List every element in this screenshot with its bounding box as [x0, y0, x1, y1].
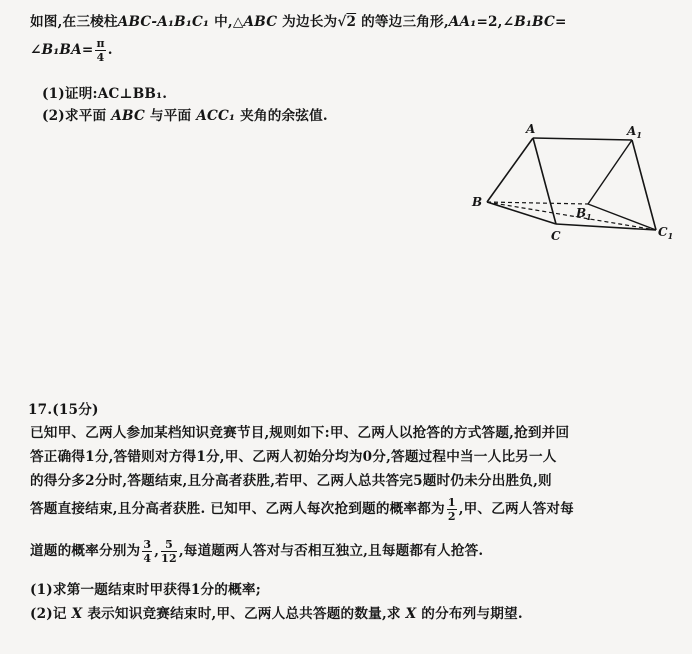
fraction-numerator: 3	[143, 538, 152, 551]
p16-prism: ABC-A₁B₁C₁	[117, 14, 210, 30]
fraction-denominator: 4	[96, 51, 105, 64]
three-quarters-fraction	[142, 539, 152, 564]
p17-q2-text: 的分布列与期望.	[416, 606, 523, 622]
p16-text: 中,△	[209, 14, 244, 30]
p16-text: .	[107, 42, 113, 58]
p16-line2	[30, 38, 113, 63]
p16-plane-abc: ABC	[111, 108, 145, 124]
fraction-denominator: 2	[447, 510, 456, 523]
label-A: A	[526, 122, 536, 136]
edge-BB1-dashed	[487, 202, 588, 204]
fraction-numerator: 5	[161, 539, 177, 552]
p16-angle2: ∠B₁BA	[30, 42, 82, 58]
p16-aa1: AA₁	[448, 14, 477, 30]
p17-paragraph-line3: 的得分多2分时,答题结束,且分高者获胜,若甲、乙两人总共答完5题时仍未分出胜负,则	[30, 473, 552, 489]
variable-X: X	[71, 606, 83, 622]
sqrt-value: 2	[346, 14, 357, 30]
p16-text: =	[555, 14, 567, 30]
edge-A1B1	[588, 140, 632, 204]
p16-plane-acc1: ACC₁	[196, 108, 236, 124]
fraction-denominator: 4	[143, 552, 152, 565]
p16-text: =	[81, 42, 94, 58]
variable-X: X	[405, 606, 417, 622]
fraction-numerator: 1	[447, 496, 456, 509]
fraction-denominator: 12	[161, 552, 177, 565]
edge-BC1-dashed	[487, 202, 656, 230]
edge-AB	[487, 138, 533, 202]
five-twelfths-fraction	[161, 539, 177, 564]
p16-text: 的等边三角形,	[356, 14, 449, 30]
label-B1: $B_1$	[576, 206, 592, 222]
edge-A1C1	[632, 140, 656, 230]
p17-question-2	[30, 602, 523, 622]
edge-AA1	[533, 138, 632, 140]
p17-header: 17.(15分)	[28, 402, 99, 418]
p17-text: ,每道题两人答对与否相互独立,且每题都有人抢答.	[178, 543, 484, 559]
pi-over-4-fraction	[95, 38, 105, 63]
p17-q2-text: 表示知识竞赛结束时,甲、乙两人总共答题的数量,求	[82, 606, 406, 622]
prism-figure	[462, 118, 682, 248]
p16-text: 为边长为	[277, 14, 338, 30]
p16-text: =2,∠	[476, 14, 515, 30]
label-A1: $A_1$	[627, 124, 642, 140]
prism-diagram	[462, 118, 682, 248]
p16-question-1: (1)证明:AC⊥BB₁.	[42, 86, 168, 102]
p17-paragraph-line4	[30, 497, 574, 522]
p16-q2-text: 夹角的余弦值.	[235, 108, 328, 124]
p16-question-2	[42, 104, 328, 124]
p17-text: ,	[154, 543, 160, 559]
one-half-fraction	[447, 497, 457, 522]
p17-paragraph-line5	[30, 539, 483, 564]
p16-text: 如图,在三棱柱	[30, 14, 118, 30]
fraction-numerator: π	[96, 37, 105, 50]
label-C: C	[551, 229, 561, 243]
p16-q2-text: (2)求平面	[42, 108, 112, 124]
p16-tri: ABC	[243, 14, 278, 30]
p16-line1	[30, 10, 567, 30]
p16-q2-text: 与平面	[144, 108, 197, 124]
p17-paragraph-line1: 已知甲、乙两人参加某档知识竞赛节目,规则如下:甲、乙两人以抢答的方式答题,抢到并回	[30, 425, 570, 441]
p17-text: ,甲、乙两人答对每	[458, 501, 574, 517]
label-B: B	[472, 195, 483, 209]
p17-paragraph-line2: 答正确得1分,答错则对方得1分,甲、乙两人初始分均为0分,答题过程中当一人比另一人	[30, 449, 557, 465]
p16-angle1: B₁BC	[514, 14, 556, 30]
edge-BC	[487, 202, 556, 224]
label-C1: $C_1$	[658, 225, 674, 241]
p17-q2-text: (2)记	[30, 606, 72, 622]
p17-text: 道题的概率分别为	[30, 543, 141, 559]
sqrt-symbol: √	[337, 14, 347, 30]
p17-question-1: (1)求第一题结束时甲获得1分的概率;	[30, 582, 261, 598]
p17-text: 答题直接结束,且分高者获胜. 已知甲、乙两人每次抢到题的概率都为	[30, 501, 445, 517]
